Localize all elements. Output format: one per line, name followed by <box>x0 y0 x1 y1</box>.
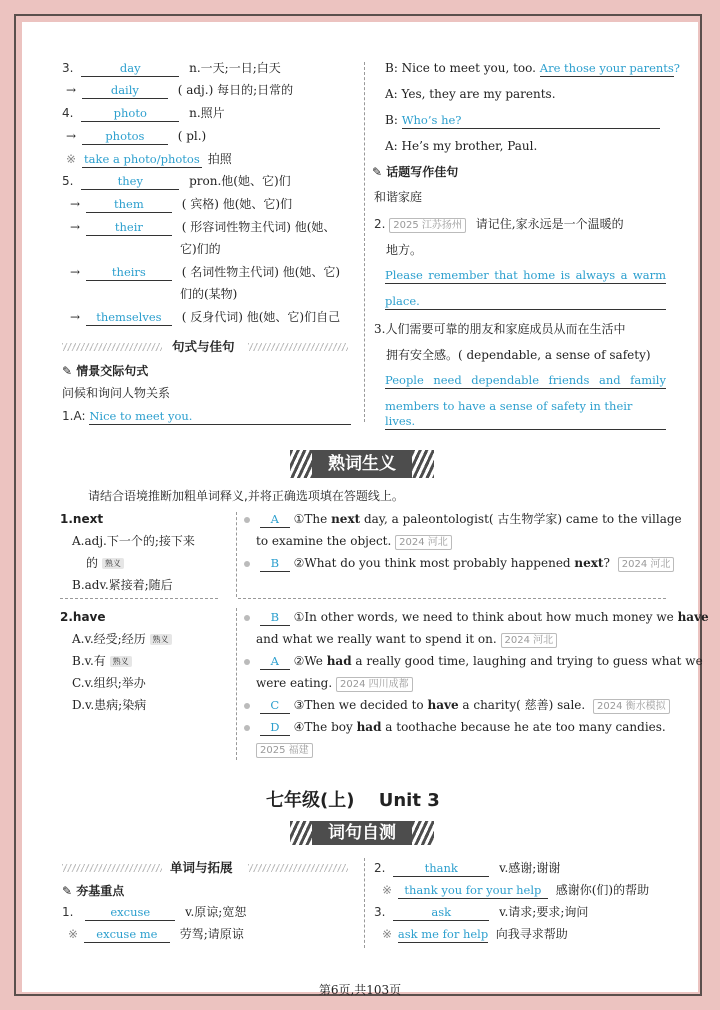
option-c: C.v.组织;举办 <box>72 676 146 690</box>
heading-hatch <box>62 864 162 872</box>
option-d: D.v.患病;染病 <box>72 698 147 712</box>
answer-blank[interactable]: thank you for your help <box>398 883 548 899</box>
bullet-icon <box>244 725 250 731</box>
writing-item-3: 3.人们需要可靠的朋友和家庭成员从而在生活中 <box>374 322 626 336</box>
sub-heading: ✎ 夯基重点 <box>62 884 125 898</box>
heading-hatch <box>248 343 348 351</box>
answer-blank[interactable]: Are those your parents? <box>539 61 680 75</box>
bullet-icon <box>244 659 250 665</box>
answer-blank[interactable]: their <box>86 220 172 236</box>
vocab-item-3: 3. day n.一天;一日;白天 <box>62 61 281 75</box>
definition-continued: 们的(某物) <box>180 287 238 301</box>
section-banner: 熟词生义 <box>312 450 412 478</box>
sub-heading: ✎ 情景交际句式 <box>62 364 149 378</box>
answer-blank[interactable]: theirs <box>86 265 172 281</box>
option-b: B.adv.紧接着;随后 <box>72 578 173 592</box>
source-tag: 2024 河北 <box>618 557 675 572</box>
vocab-item-5-possessive-adj: → their ( 形容词性物主代词) 他(她、 <box>70 220 336 234</box>
vocab-item-5: 5. they pron.他(她、它)们 <box>62 174 291 188</box>
heading-hatch <box>248 864 348 872</box>
instruction-text: 请结合语境推断加粗单词释义,并将正确选项填在答题线上。 <box>88 489 404 503</box>
example-sentence: A ①The next day, a paleontologist( 古生物学家) came to the village <box>244 511 682 528</box>
banner-stripe <box>412 450 434 478</box>
pencil-icon: ✎ <box>62 364 73 378</box>
answer-blank[interactable]: D <box>260 720 290 736</box>
dialog-line-b1: B: Nice to meet you, too. Are those your parents? <box>385 61 680 75</box>
source-tag: 2024 河北 <box>501 633 558 648</box>
column-divider <box>236 512 237 597</box>
vocab-item-2: 2. thank v.感谢;谢谢 <box>374 861 561 875</box>
example-sentence: B ①In other words, we need to think about how much money we have <box>244 609 709 626</box>
text-continued: 地方。 <box>386 243 423 257</box>
target-word: 2.have <box>60 610 106 624</box>
answer-blank[interactable]: C <box>260 698 290 714</box>
answer-blank[interactable]: A <box>260 512 290 528</box>
answer-blank[interactable]: People need dependable friends and family <box>385 373 666 387</box>
answer-blank[interactable]: A <box>260 654 290 670</box>
vocab-item-1-phrase: ※ excuse me 劳驾;请原谅 <box>68 927 244 941</box>
column-divider <box>236 608 237 760</box>
answer-blank[interactable]: ask me for help <box>397 927 489 941</box>
answer-blank[interactable]: B <box>260 610 290 626</box>
writing-heading: ✎ 话题写作佳句 <box>372 165 459 179</box>
dialog-line-a1: A: Yes, they are my parents. <box>385 87 556 101</box>
answer-blank[interactable]: daily <box>82 83 168 99</box>
section-heading: 句式与佳句 <box>172 339 235 354</box>
source-tag: 2024 衡水模拟 <box>593 699 670 714</box>
option-a: A.adj.下一个的;接下来 <box>72 534 195 548</box>
bullet-icon <box>244 703 250 709</box>
answer-blank[interactable]: them <box>86 197 172 213</box>
example-sentence-continued: were eating. 2024 四川成都 <box>256 675 413 692</box>
option-a-continued: 的 熟义 <box>86 555 124 571</box>
example-sentence-continued: to examine the object. 2024 河北 <box>256 533 452 550</box>
answer-blank[interactable]: excuse <box>85 905 175 921</box>
answer-blank[interactable]: thank <box>393 861 489 877</box>
answer-blank[interactable]: Who’s he? <box>402 113 660 129</box>
example-sentence-continued: and what we really want to spend it on. 2024 河北 <box>256 631 557 648</box>
familiar-meaning-badge: 熟义 <box>102 558 124 569</box>
example-sentence: A ②We had a really good time, laughing and trying to guess what we <box>244 653 703 670</box>
pencil-icon: ✎ <box>62 884 73 898</box>
banner-stripe <box>290 450 312 478</box>
vocab-item-4-phrase: ※ take a photo/photos 拍照 <box>66 152 232 166</box>
column-divider <box>364 858 365 948</box>
example-sentence: C ③Then we decided to have a charity( 慈善) sale. 2024 衡水模拟 <box>244 697 670 714</box>
vocab-item-1: 1. excuse v.原谅;宽恕 <box>62 905 247 919</box>
option-a: A.v.经受;经历 熟义 <box>72 631 172 647</box>
answer-blank[interactable]: photo <box>81 106 179 122</box>
answer-blank[interactable]: excuse me <box>84 927 170 943</box>
row-divider <box>60 598 218 599</box>
source-tag: 2024 河北 <box>395 535 452 550</box>
vocab-item-3: 3. ask v.请求;要求;询问 <box>374 905 589 919</box>
vocab-item-2-phrase: ※ thank you for your help 感谢你(们)的帮助 <box>382 883 650 897</box>
dialog-line-b2: B: Who’s he? <box>385 112 660 129</box>
text-continued: 拥有安全感。( dependable, a sense of safety) <box>386 348 651 362</box>
vocab-item-4-plural: → photos ( pl.) <box>66 129 207 143</box>
answer-blank[interactable]: they <box>81 174 179 190</box>
answer-blank[interactable]: day <box>81 61 179 77</box>
source-tag: 2024 四川成都 <box>336 677 413 692</box>
familiar-meaning-badge: 熟义 <box>110 656 132 667</box>
target-word: 1.next <box>60 512 104 526</box>
answer-blank[interactable]: Please remember that home is always a warm <box>385 268 666 282</box>
option-b: B.v.有 熟义 <box>72 653 132 669</box>
source-tag: 2025 江苏扬州 <box>389 218 466 233</box>
unit-title: 七年级(上) Unit 3 <box>266 790 440 811</box>
page-number: 第6页,共103页 <box>318 983 402 997</box>
answer-blank[interactable]: themselves <box>86 310 172 326</box>
topic-label: 问候和询问人物关系 <box>62 386 171 400</box>
vocab-item-4: 4. photo n.照片 <box>62 106 225 120</box>
heading-hatch <box>62 343 162 351</box>
column-divider <box>364 62 365 422</box>
banner-stripe <box>290 821 312 845</box>
answer-blank[interactable]: B <box>260 556 290 572</box>
banner-stripe <box>412 821 434 845</box>
bullet-icon <box>244 615 250 621</box>
section-banner: 词句自测 <box>312 821 412 845</box>
vocab-item-3-phrase: ※ ask me for help 向我寻求帮助 <box>382 927 568 941</box>
answer-blank[interactable]: photos <box>82 129 168 145</box>
writing-topic: 和谐家庭 <box>374 190 423 204</box>
bullet-icon <box>244 517 250 523</box>
vocab-item-5-possessive-pron: → theirs ( 名词性物主代词) 他(她、它) <box>70 265 341 279</box>
vocab-item-5-objective: → them ( 宾格) 他(她、它)们 <box>70 197 293 211</box>
answer-blank[interactable]: take a photo/photos <box>82 152 202 168</box>
vocab-item-5-reflexive: → themselves ( 反身代词) 他(她、它)们自己 <box>70 310 341 324</box>
definition-continued: 它)们的 <box>180 242 221 256</box>
pencil-icon: ✎ <box>372 165 383 179</box>
section-heading: 单词与拓展 <box>170 860 233 875</box>
example-sentence: B ②What do you think most probably happened next? 2024 河北 <box>244 555 674 572</box>
dialog-item-1: 1.A: Nice to meet you. <box>62 408 351 425</box>
answer-blank[interactable]: members to have a sense of safety in their lives. <box>385 399 666 430</box>
example-sentence: D ④The boy had a toothache because he ate too many candies. <box>244 719 666 736</box>
bullet-icon <box>244 561 250 567</box>
row-divider <box>238 598 666 599</box>
writing-item-2: 2. 2025 江苏扬州 请记住,家永远是一个温暖的 <box>374 217 624 231</box>
familiar-meaning-badge: 熟义 <box>150 634 172 645</box>
answer-blank[interactable]: Nice to meet you. <box>89 409 351 425</box>
answer-blank[interactable]: ask <box>393 905 489 921</box>
dialog-line-a2: A: He’s my brother, Paul. <box>385 139 538 153</box>
vocab-item-3-derivative: → daily ( adj.) 每日的;日常的 <box>66 83 294 97</box>
example-sentence-continued <box>256 741 313 758</box>
source-tag: 2025 福建 <box>256 743 313 758</box>
answer-blank[interactable]: place. <box>385 294 666 310</box>
